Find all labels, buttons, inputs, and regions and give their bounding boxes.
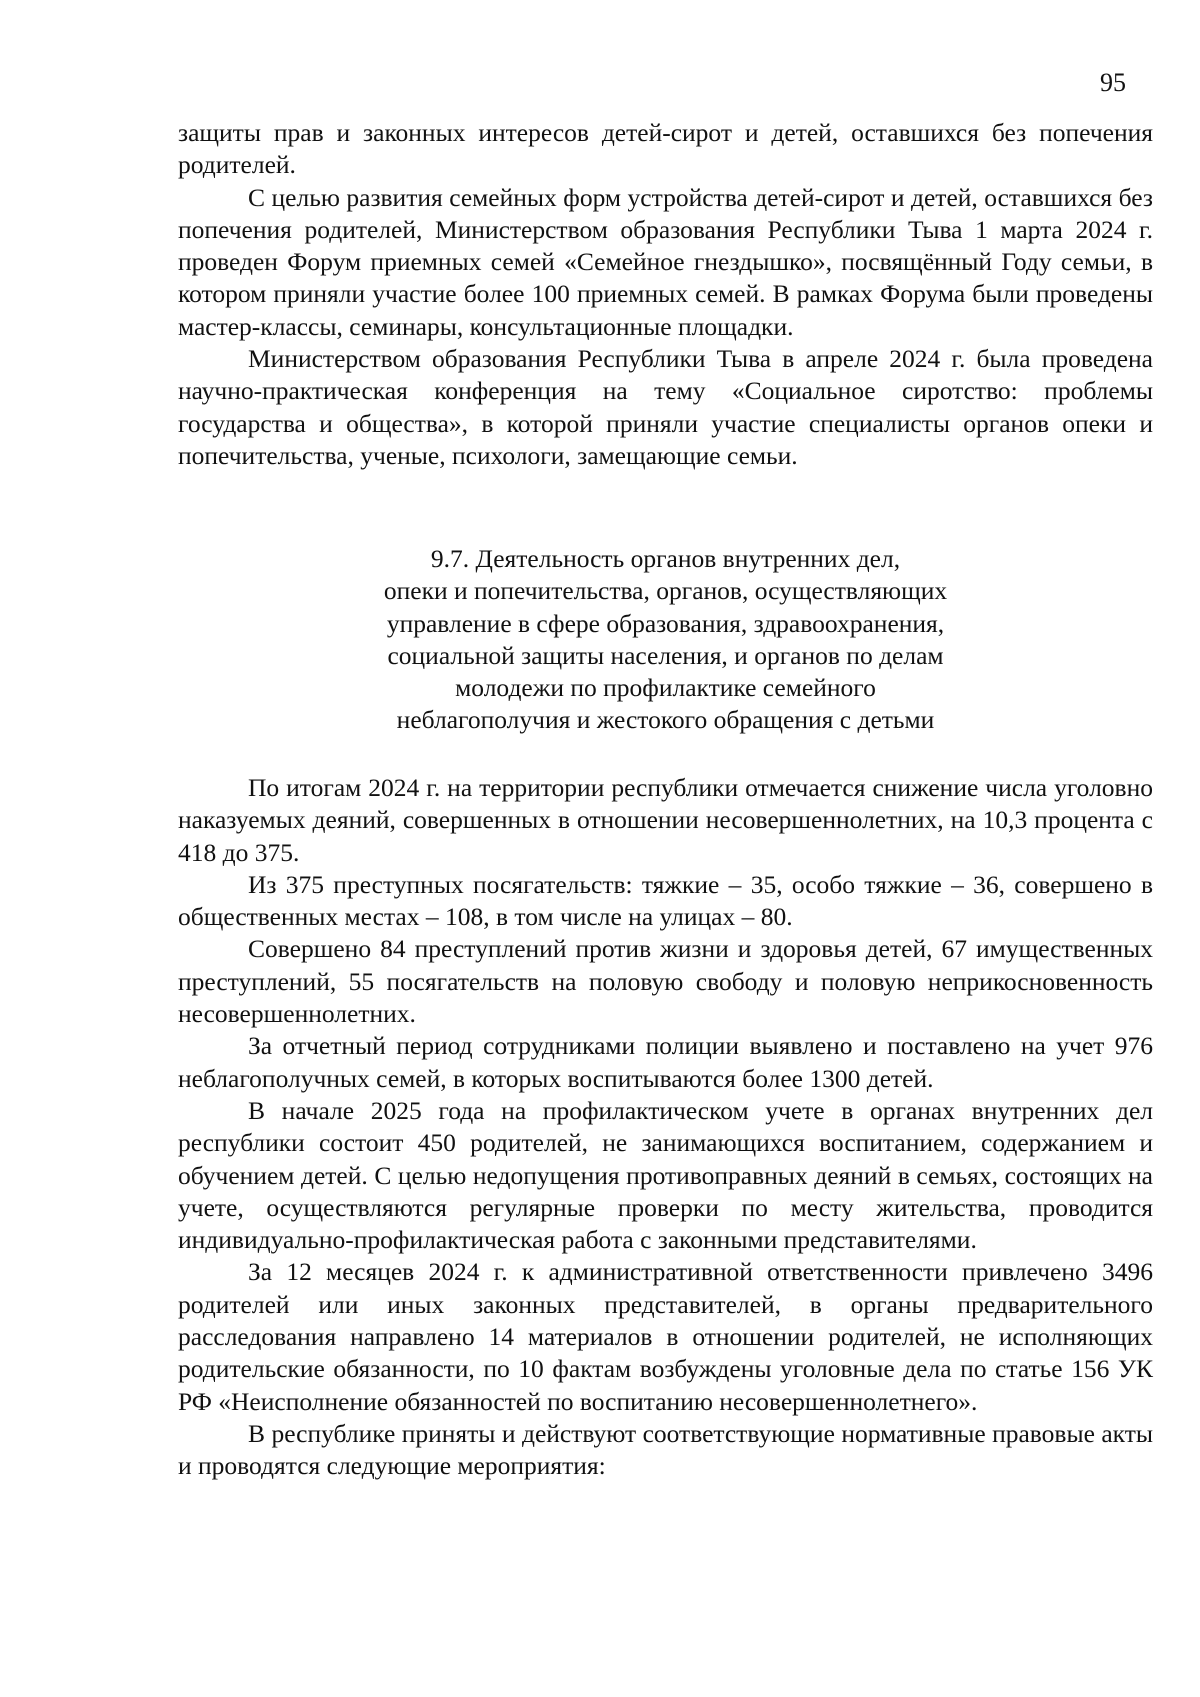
paragraph-crimes-against-children: Совершено 84 преступлений против жизни и здоровья детей, 67 имущественных преступлений, 55 посягательств на половую свободу и половую неприкосновенность несовершеннолетних. (178, 934, 1153, 1029)
section-heading (178, 543, 1153, 737)
paragraph-preventive-registration: В начале 2025 года на профилактическом учете в органах внутренних дел республики состоит 450 родителей, не занимающихся воспитанием, содержанием и обучением детей. С целью недопущения противоправных деяний в семьях, состоящих на учете, осуществляются регулярные проверки по месту жительства, проводится индивидуально-профилактическая работа с законными представителями. (178, 1095, 1153, 1255)
section-heading-line: опеки и попечительства, органов, осуществляющих (383, 576, 948, 606)
page-number: 95 (1100, 68, 1126, 97)
paragraph-crime-decrease: По итогам 2024 г. на территории республики отмечается снижение числа уголовно наказуемых деяний, совершенных в отношении несовершеннолетних, на 10,3 процента с 418 до 375. (178, 773, 1153, 867)
section-heading-line: неблагополучия и жестокого обращения с детьми (396, 705, 935, 735)
paragraph-continuation: защиты прав и законных интересов детей-сирот и детей, оставшихся без попечения родителей. (178, 118, 1153, 180)
paragraph-crime-breakdown: Из 375 преступных посягательств: тяжкие – 35, особо тяжкие – 36, совершено в общественных местах – 108, в том числе на улицах – 80. (178, 869, 1153, 932)
section-heading-line: 9.7. Деятельность органов внутренних дел, (430, 544, 901, 573)
paragraph-administrative-liability: За 12 месяцев 2024 г. к административной ответственности привлечено 3496 родителей или иных законных представителей, в органы предварительного расследования направлено 14 материалов в отношении родителей, не исполняющих родительские обязанности, по 10 фактам возбуждены уголовные дела по статье 156 УК РФ «Неисполнение обязанностей по воспитанию несовершеннолетнего». (178, 1257, 1153, 1416)
paragraph-forum: С целью развития семейных форм устройства детей-сирот и детей, оставшихся без попечения родителей, Министерством образования Республики Тыва 1 марта 2024 г. проведен Форум приемных семей «Семейное гнездышко», посвящённый Году семьи, в котором приняли участие более 100 приемных семей. В рамках Форума были проведены мастер-классы, семинары, консультационные площадки. (178, 182, 1153, 341)
section-heading-line: молодежи по профилактике семейного (455, 673, 876, 703)
top-text-block (178, 117, 1153, 472)
paragraph-conference: Министерством образования Республики Тыва в апреле 2024 г. была проведена научно-практическая конференция на тему «Социальное сиротство: проблемы государства и общества», в которой приняли участие специалисты органов опеки и попечительства, ученые, психологи, замещающие семьи. (178, 344, 1153, 470)
paragraph-measures-intro: В республике приняты и действуют соответствующие нормативные правовые акты и проводятся следующие мероприятия: (178, 1418, 1153, 1481)
section-heading-line: управление в сфере образования, здравоохранения, (386, 608, 945, 638)
paragraph-dysfunctional-families: За отчетный период сотрудниками полиции выявлено и поставлено на учет 976 неблагополучных семей, в которых воспитываются более 1300 детей. (178, 1031, 1153, 1093)
main-text-block (178, 772, 1153, 1483)
section-heading-line: социальной защиты населения, и органов по делам (387, 640, 944, 670)
